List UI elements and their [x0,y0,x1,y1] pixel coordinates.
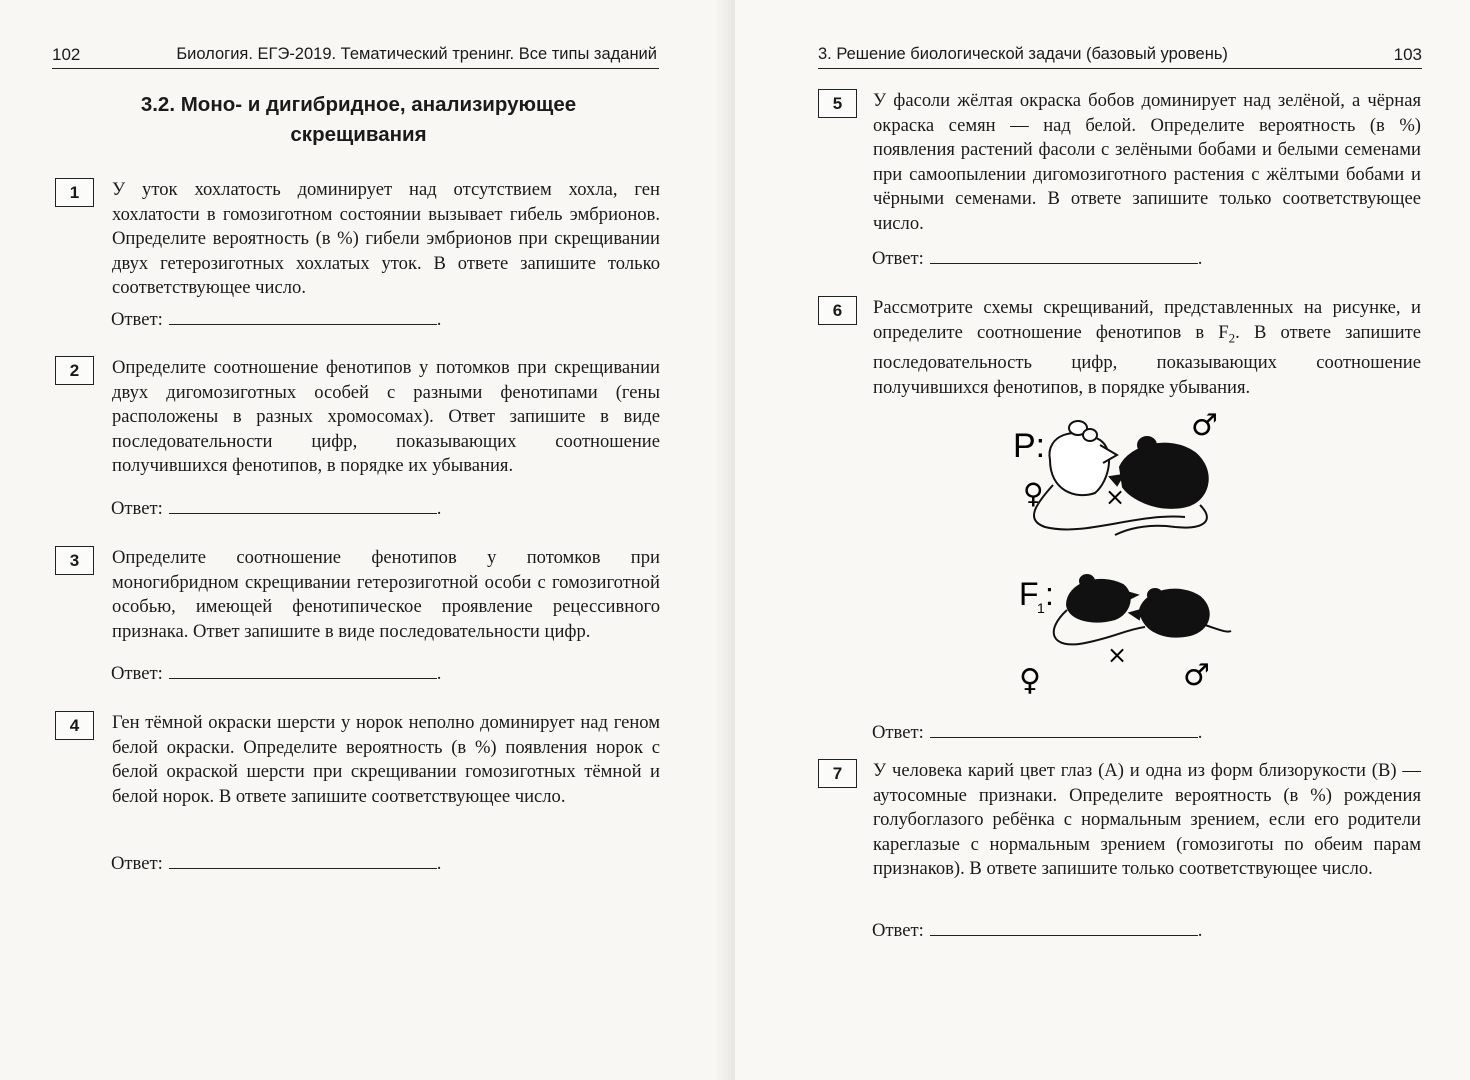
task-text: У уток хохлатость доминирует над отсутствием хохла, ген хохлатости в гомозиготном состоянии вызывает гибель эмбрионов. Определите вероятность (в %) гибели эмбрионов при скрещивании двух гетерозиготных хохлатых уток. В ответе запишите только соответствующее число. [112,179,660,299]
task-number-box: 2 [55,356,94,385]
task-number-box: 5 [818,89,857,118]
answer-field-3[interactable]: Ответ: . [111,660,441,685]
cross-symbol: × [1105,483,1126,511]
task-text-subscript: 2 [1228,330,1236,346]
black-mouse-icon [1054,575,1145,644]
right-page [735,0,1470,1080]
answer-line[interactable] [930,917,1198,936]
male-symbol: ♂ [1183,658,1210,693]
crossing-scheme-figure [1005,405,1245,710]
cross-symbol: × [1107,641,1128,669]
task-text [873,296,1421,400]
task-number-box: 1 [55,178,94,207]
male-symbol: ♂ [1191,408,1218,443]
task-text: Определите соотношение фенотипов у потомков при скрещивании двух дигомозиготных особей с разными фенотипами (гены расположены в разных хромосомах). Ответ запишите в виде последовательности цифр, показывающих соотношение получившихся фенотипов, в порядке их убывания. [112,357,660,477]
answer-line[interactable] [169,306,437,325]
answer-line[interactable] [930,245,1198,264]
task-text: Определите соотношение фенотипов у потомков при моногибридном скрещивании гетерозиготной особи с гомозиготной особью, имеющей фенотипическое проявление рецессивного признака. Ответ запишите в виде последовательности цифр. [112,547,660,642]
section-title [55,90,662,150]
f1-label-letter: F [1019,576,1039,612]
answer-line[interactable] [169,850,437,869]
task-text-part: Рассмотрите схемы скрещиваний, представленных на рисунке, и определите соотношение фенотипов в F [873,297,1421,343]
task-number-box: 4 [55,711,94,740]
answer-label: Ответ: [111,853,163,874]
page-number: 102 [52,45,81,64]
section-title-line1: 3.2. Моно- и дигибридное, анализирующее [140,93,577,116]
task-text: У фасоли жёлтая окраска бобов доминирует над зелёной, а чёрная окраска семян — над белой. Определите вероятность (в %) появления растений фасоли с зелёными бобами и белыми семенами при самоопылении дигомозиготного растения с жёлтыми бобами и чёрными семенами. В ответе запишите только соответствующее число. [873,90,1421,234]
section-title-line2: скрещивания [290,123,427,146]
task-text: Ген тёмной окраски шерсти у норок неполно доминирует над геном белой окраски. Определите вероятность (в %) появления норок с белой окраской шерсти при скрещивании гомозиготных тёмной и белой норок. В ответе запишите соответствующее число. [112,712,660,807]
answer-field-6[interactable]: Ответ: . [872,719,1202,744]
answer-field-2[interactable]: Ответ: . [111,495,441,520]
answer-field-5[interactable]: Ответ: . [872,245,1202,270]
task-number-box: 7 [818,759,857,788]
f1-label-colon: : [1045,576,1054,612]
female-symbol: ♀ [1019,663,1041,698]
answer-label: Ответ: [872,248,924,269]
answer-field-4[interactable]: Ответ: . [111,850,441,875]
task-number-box: 3 [55,546,94,575]
answer-field-7[interactable]: Ответ: . [872,917,1202,942]
answer-label: Ответ: [111,663,163,684]
black-mouse-icon [1130,589,1231,637]
answer-label: Ответ: [111,309,163,330]
page-number: 103 [1393,45,1422,64]
answer-label: Ответ: [872,722,924,743]
f1-label-subscript: 1 [1037,600,1045,616]
task-number-box: 6 [818,296,857,325]
running-title: Биология. ЕГЭ-2019. Тематический тренинг. Все типы заданий [176,45,657,63]
p-label: P: [1013,427,1046,465]
answer-label: Ответ: [872,920,924,941]
answer-line[interactable] [169,660,437,679]
answer-field-1[interactable]: Ответ: . [111,306,441,331]
task-text-part: . В ответе запишите последовательность цифр, показывающих соотношение получившихся фенотипов, в порядке убывания. [873,321,1421,398]
left-running-head [52,42,659,69]
answer-line[interactable] [930,719,1198,738]
task-text: У человека карий цвет глаз (A) и одна из форм близорукости (B) — аутосомные признаки. Определите вероятность (в %) рождения голубоглазого ребёнка с нормальным зрением, если его родители кареглазые с нормальным зрением (гомозиготы по обеим парам признаков). В ответе запишите только соответствующее число. [873,760,1421,880]
running-title: 3. Решение биологической задачи (базовый уровень) [818,45,1228,63]
answer-line[interactable] [169,495,437,514]
answer-label: Ответ: [111,498,163,519]
female-symbol: ♀ [1023,477,1044,510]
right-running-head [818,42,1422,69]
